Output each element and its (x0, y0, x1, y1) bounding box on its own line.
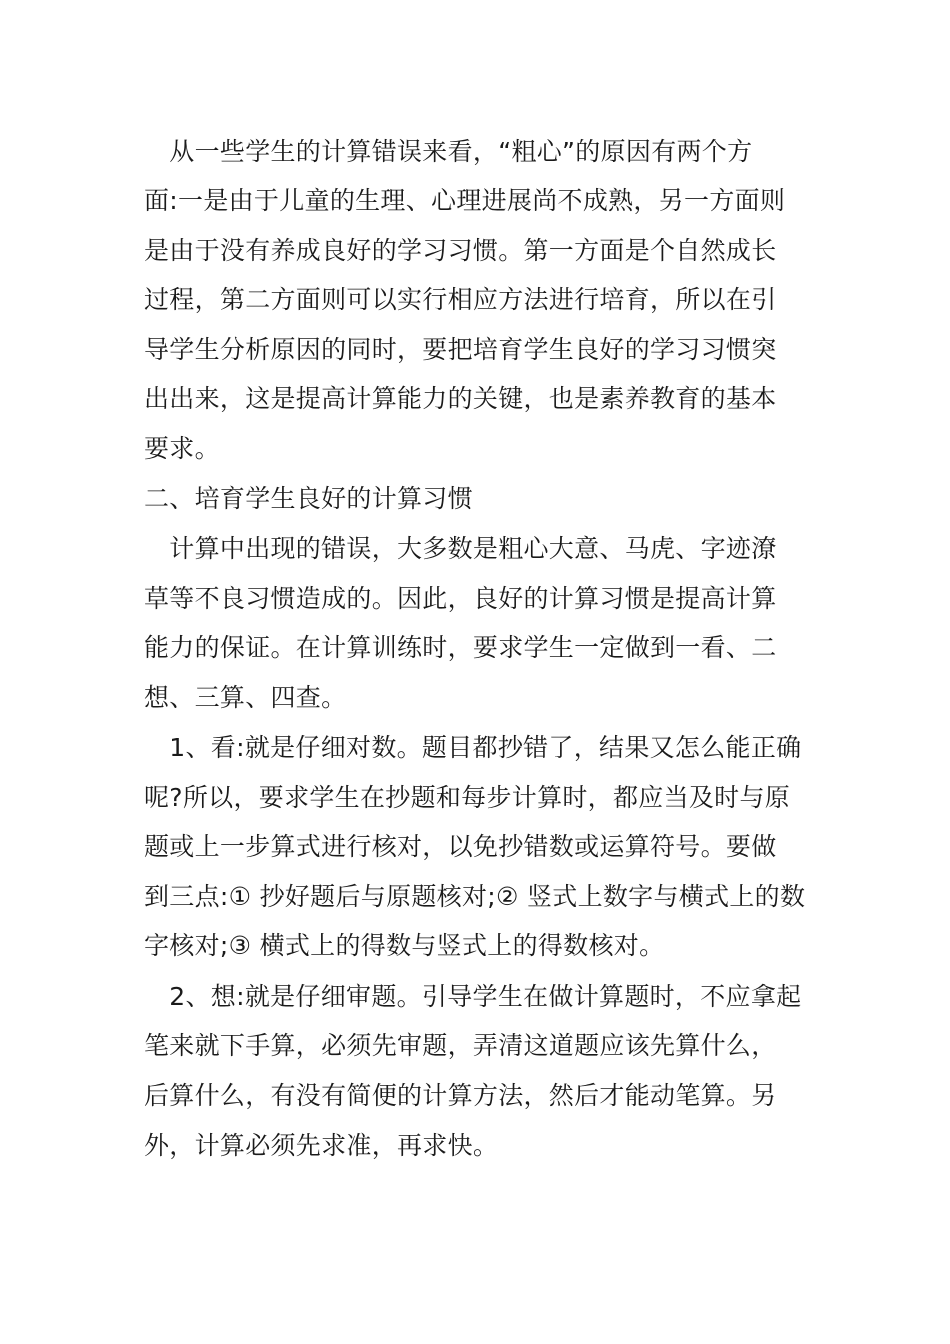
paragraph-1-line-4: 过程，第二方面则可以实行相应方法进行培育，所以在引 (144, 285, 777, 314)
paragraph-4-line-3: 后算什么，有没有简便的计算方法，然后才能动笔算。另 (144, 1081, 777, 1110)
paragraph-3-line-1: 1、看:就是仔细对数。题目都抄错了，结果又怎么能正确 (144, 733, 802, 762)
paragraph-4-line-4: 外，计算必须先求准，再求快。 (144, 1131, 499, 1160)
section-heading: 二、培育学生良好的计算习惯 (144, 484, 473, 513)
paragraph-1-line-3: 是由于没有养成良好的学习习惯。第一方面是个自然成长 (144, 236, 777, 265)
paragraph-1-line-5: 导学生分析原因的同时，要把培育学生良好的学习习惯突 (144, 335, 777, 364)
paragraph-2-line-4: 想、三算、四查。 (144, 683, 347, 712)
paragraph-1-line-6: 出出来，这是提高计算能力的关键，也是素养教育的基本 (144, 384, 777, 413)
paragraph-1-line-1: 从一些学生的计算错误来看，“粗心”的原因有两个方 (144, 137, 753, 166)
paragraph-3-line-4: 到三点:① 抄好题后与原题核对;② 竖式上数字与横式上的数 (144, 882, 806, 911)
paragraph-4-line-2: 笔来就下手算，必须先审题，弄清这道题应该先算什么， (144, 1031, 777, 1060)
paragraph-2-line-1: 计算中出现的错误，大多数是粗心大意、马虎、字迹潦 (144, 534, 777, 563)
paragraph-1-line-2: 面:一是由于儿童的生理、心理进展尚不成熟，另一方面则 (144, 186, 786, 215)
paragraph-3-line-2: 呢?所以，要求学生在抄题和每步计算时，都应当及时与原 (144, 783, 791, 812)
paragraph-1-line-7: 要求。 (144, 434, 220, 463)
paragraph-2-line-3: 能力的保证。在计算训练时，要求学生一定做到一看、二 (144, 633, 777, 662)
paragraph-3-line-3: 题或上一步算式进行核对，以免抄错数或运算符号。要做 (144, 832, 777, 861)
paragraph-3-line-5: 字核对;③ 横式上的得数与竖式上的得数核对。 (144, 931, 665, 960)
paragraph-4-line-1: 2、想:就是仔细审题。引导学生在做计算题时，不应拿起 (144, 982, 802, 1011)
paragraph-2-line-2: 草等不良习惯造成的。因此，良好的计算习惯是提高计算 (144, 584, 777, 613)
